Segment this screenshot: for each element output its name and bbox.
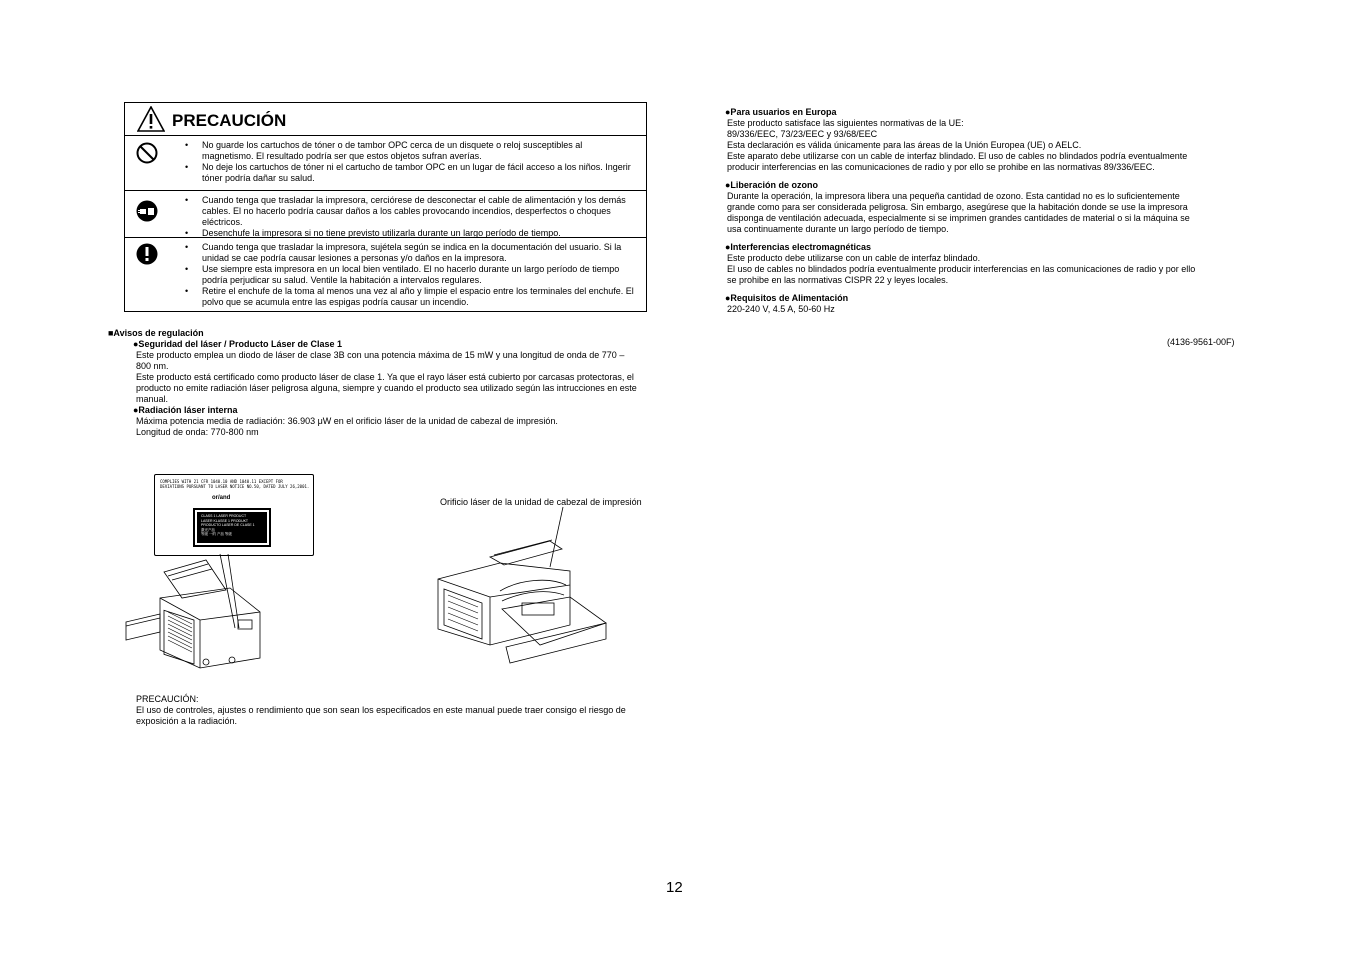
europe-section [725, 107, 1245, 173]
mandatory-exclamation-icon [136, 243, 158, 265]
caution-header [125, 103, 646, 136]
caution-row-moving [125, 190, 646, 237]
printer-rear-illustration [120, 550, 270, 670]
text-line: DEVIATIONS PURSUANT TO LASER NOTICE NO.50, DATED JULY 26,2001. [160, 484, 310, 489]
text-line: CLASS 1 LASER PRODUCT [201, 514, 247, 518]
caution-list [185, 195, 635, 239]
caution-item: • No deje los cartuchos de tóner ni el cartucho de tambor OPC en un lugar de fácil acceso a los niños. Ingerir tóner podría dañar su salud. [185, 162, 635, 184]
text-line: Este aparato debe utilizarse con un cable de interfaz blindado. El uso de cables no blindados podría eventualmente [727, 151, 1188, 161]
text-line: disponga de ventilación adecuada, especialmente si se imprimen grandes cantidades de material o si la máquina se [727, 213, 1190, 223]
europe-heading: ●Para usuarios en Europa [725, 107, 837, 117]
text-line: 89/336/EEC, 73/23/EEC y 93/68/EEC [727, 129, 878, 139]
certification-label [154, 474, 314, 556]
laser-safety-text [136, 350, 681, 405]
caution-item: • Retire el enchufe de la toma al menos una vez al año y limpie el espacio entre los terminales del enchufe. El polvo que se acumula entre las espigas podría causar un incendio. [185, 286, 635, 308]
text-line: Este producto emplea un diodo de láser de clase 3B con una potencia máxima de 15 mW y una longitud de onda de 770 – [136, 350, 625, 360]
text-line: Durante la operación, la impresora libera una pequeña cantidad de ozono. Esta cantidad no es lo suficientemente [727, 191, 1180, 201]
text-line: producir interferencias en las comunicaciones de radio y por ello se prohibe en las normativas 89/336/EEC. [727, 162, 1155, 172]
text-line: El uso de cables no blindados podría eventualmente producir interferencias en las comunicaciones de radio y por ello [727, 264, 1196, 274]
laser-aperture-callout: Orificio láser de la unidad de cabezal de impresión [440, 497, 642, 507]
text-line: usa continuamente durante un largo período de tiempo. [727, 224, 949, 234]
text-line: 220-240 V, 4.5 A, 50-60 Hz [727, 304, 835, 314]
caution-table [124, 102, 647, 312]
class-label [193, 508, 271, 547]
text-line: grande como para ser considerada peligrosa. Sin embargo, asegúrese que la habitación donde se use la impresora [727, 202, 1188, 212]
class-label-inner [197, 512, 267, 543]
caution-list [185, 242, 635, 308]
caution-title: PRECAUCIÓN [172, 111, 287, 130]
caution-list [185, 140, 635, 184]
text-line: Longitud de onda: 770-800 nm [136, 427, 259, 437]
caution-item: • No guarde los cartuchos de tóner o de tambor OPC cerca de un disquete o reloj susceptibles al magnetismo. El resultado podría ser que estos objetos sufran averías. [185, 140, 635, 162]
text-line: se prohibe en las normativas CISPR 22 y leyes locales. [727, 275, 949, 285]
text-line: 800 nm. [136, 361, 169, 371]
caution-note-text [136, 705, 681, 727]
text-line: PRODUCTO LASER DE CLASE 1 [201, 523, 255, 527]
text-line: Esta declaración es válida únicamente para las áreas de la Unión Europea (UE) o AELC. [727, 140, 1082, 150]
prohibition-icon [136, 142, 158, 164]
certification-text [160, 479, 309, 489]
page-number: 12 [666, 879, 683, 896]
ozone-heading: ●Liberación de ozono [725, 180, 818, 190]
printer-open-illustration [430, 505, 610, 670]
text-line: Este producto debe utilizarse con un cable de interfaz blindado. [727, 253, 981, 263]
caution-item: • Cuando tenga que trasladar la impresora, cerciórese de desconectar el cable de alimentación y los demás cables. El no hacerlo podría causar daños a los cables provocando incendios, desperfectos o choques eléctricos. [185, 195, 635, 228]
or-and-text: or/and [212, 495, 231, 501]
emi-heading: ●Interferencias electromagnéticas [725, 242, 871, 252]
internal-radiation-text [136, 416, 681, 438]
laser-safety-heading: ●Seguridad del láser / Producto Láser de Clase 1 [133, 339, 343, 349]
document-code: (4136-9561-00F) [1167, 337, 1235, 347]
caution-item: • Use siempre esta impresora en un local bien ventilado. El no hacerlo durante un largo período de tiempo podría perjudicar su salud. Ventile la habitación a intervalos regulares. [185, 264, 635, 286]
text-line: producto no emite radiación láser peligrosa alguna, siempre y cuando el producto sea utilizado según las intrucciones en este [136, 383, 637, 393]
power-section [725, 293, 1245, 315]
caution-note-title: PRECAUCIÓN: [136, 694, 199, 704]
text-line: Este producto satisface las siguientes normativas de la UE: [727, 118, 964, 128]
text-line: Este producto está certificado como producto láser de clase 1. Ya que el rayo láser está cubierto por carcasas protectoras, el [136, 372, 634, 382]
warning-triangle-icon [137, 106, 165, 132]
text-line: Máxima potencia media de radiación: 36.903 μW en el orificio láser de la unidad de cabezal de impresión. [136, 416, 558, 426]
power-heading: ●Requisitos de Alimentación [725, 293, 849, 303]
ozone-section [725, 180, 1245, 235]
caution-item: • Desenchufe la impresora si no tiene previsto utilizarla durante un largo período de tiempo. [185, 228, 635, 239]
text-line: exposición a la radiación. [136, 716, 238, 726]
text-line: El uso de controles, ajustes o rendimiento que son sean los especificados en este manual puede traer consigo el riesgo de [136, 705, 626, 715]
caution-item: • Cuando tenga que trasladar la impresora, sujétela según se indica en la documentación del usuario. Si la unidad se cae podría causar lesiones a personas y/o daños en la impresora. [185, 242, 635, 264]
text-line: COMPLIES WITH 21 CFR 1040.10 AND 1040.11 EXCEPT FOR [160, 479, 283, 484]
unplug-icon [136, 200, 158, 222]
text-line: 激光产品 [201, 527, 215, 532]
internal-radiation-heading: ●Radiación láser interna [133, 405, 238, 415]
text-line: LASER KLASSE 1 PRODUKT [201, 518, 249, 523]
text-line: 等级 一的 产品 等级 [201, 532, 232, 536]
caution-row-handling [125, 237, 646, 312]
regulatory-heading: ■Avisos de regulación [108, 328, 204, 338]
caution-row-storage [125, 136, 646, 190]
text-line: manual. [136, 394, 169, 404]
emi-section [725, 242, 1245, 286]
